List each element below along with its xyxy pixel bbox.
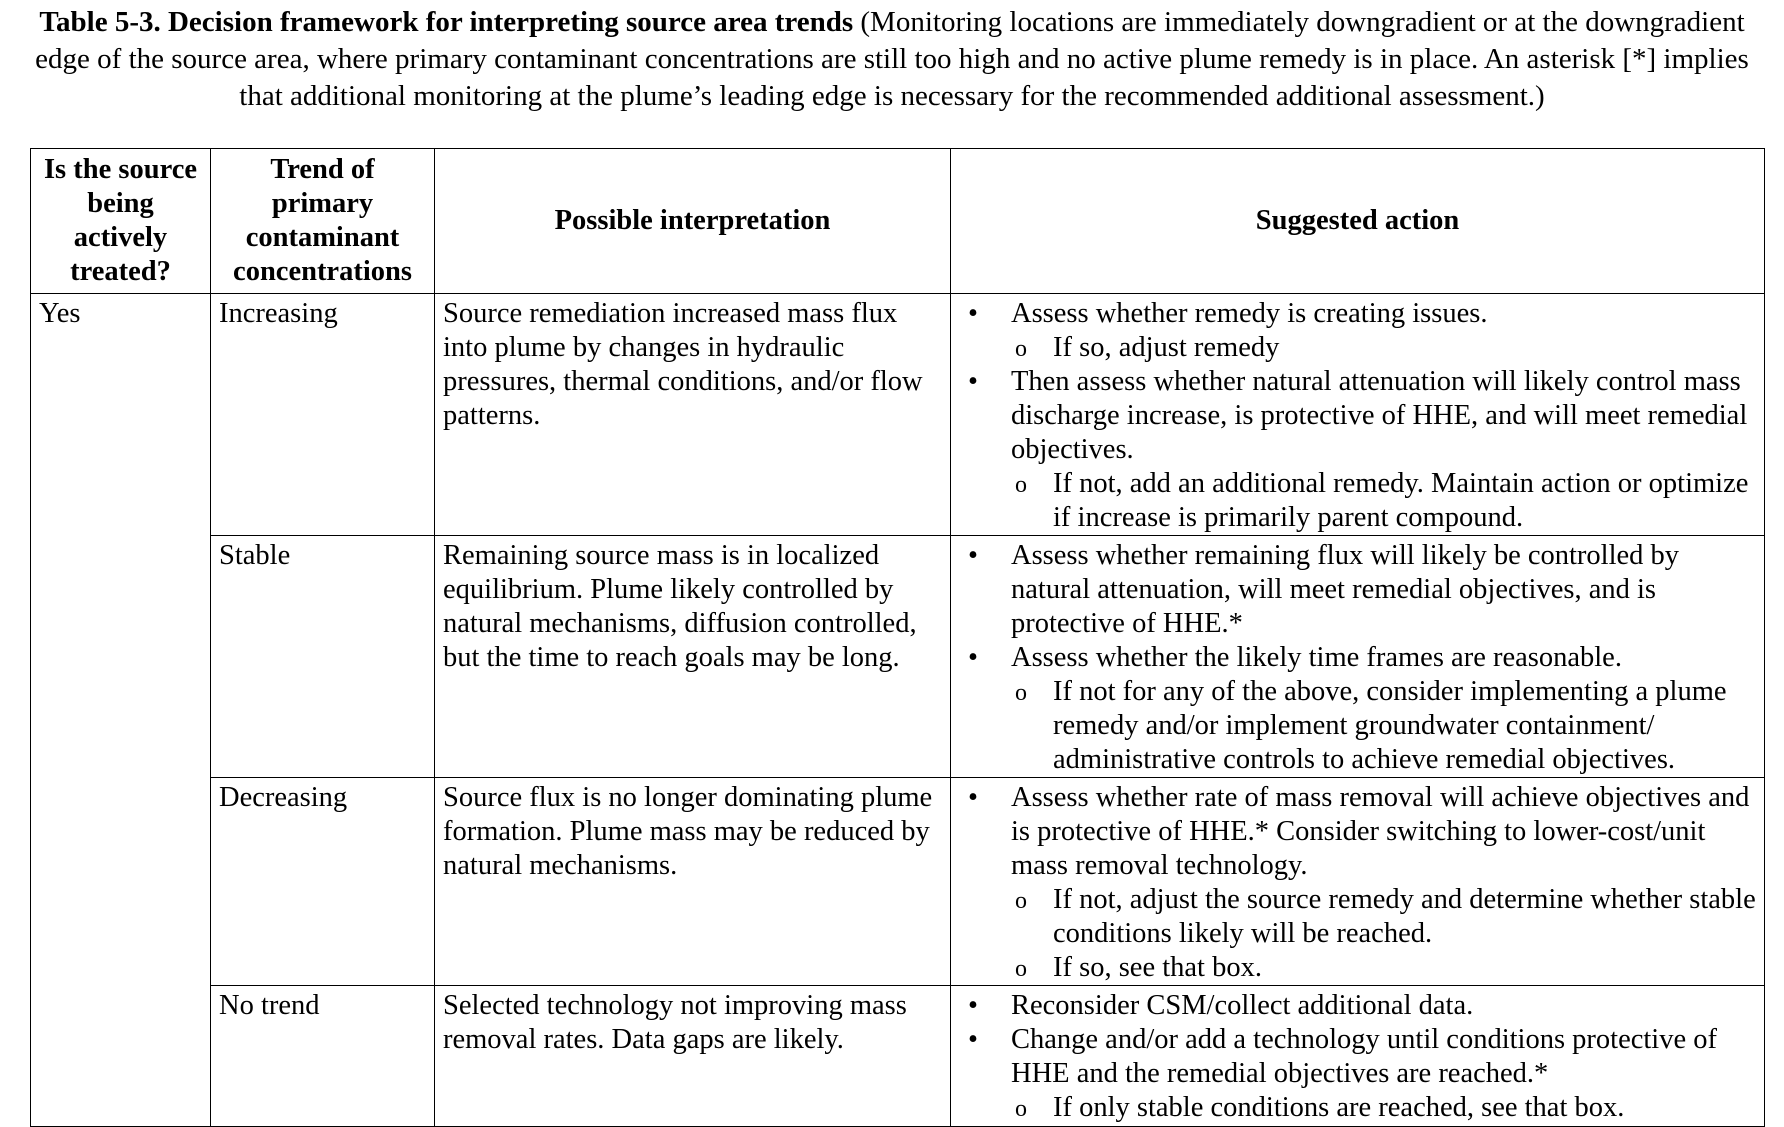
caption-title: Table 5-3. Decision framework for interpreting source area trends	[39, 6, 854, 38]
table-caption	[30, 4, 1754, 115]
interpretation-cell: Source remediation increased mass flux into plume by changes in hydraulic pressures, thermal conditions, and/or flow patterns.	[435, 294, 951, 536]
sub-action-list	[1011, 1091, 1756, 1125]
trend-cell: No trend	[211, 986, 435, 1127]
action-item	[959, 989, 1756, 1023]
header-interpretation: Possible interpretation	[435, 149, 951, 294]
action-cell	[951, 778, 1765, 986]
action-text: Change and/or add a technology until conditions protective of HHE and the remedial objectives are reached.*	[1011, 1024, 1717, 1089]
action-list	[959, 539, 1756, 777]
bullet-icon: •	[968, 782, 978, 813]
sub-action-item	[1011, 675, 1756, 777]
sub-action-text: If not for any of the above, consider implementing a plume remedy and/or implement groundwater containment/ administrative controls to achieve remedial objectives.	[1053, 676, 1727, 775]
action-cell	[951, 986, 1765, 1127]
sub-action-text: If not, adjust the source remedy and determine whether stable conditions likely will be reached.	[1053, 884, 1756, 949]
action-text: Assess whether remaining flux will likely be controlled by natural attenuation, will meet remedial objectives, and is protective of HHE.*	[1011, 540, 1680, 639]
header-trend: Trend of primary contaminant concentrations	[211, 149, 435, 294]
header-treated: Is the source being actively treated?	[31, 149, 211, 294]
action-cell	[951, 536, 1765, 778]
circle-bullet-icon: o	[1015, 472, 1027, 498]
circle-bullet-icon: o	[1015, 336, 1027, 362]
trend-cell: Decreasing	[211, 778, 435, 986]
sub-action-list	[1011, 331, 1756, 365]
action-item	[959, 539, 1756, 641]
action-cell	[951, 294, 1765, 536]
action-text: Then assess whether natural attenuation will likely control mass discharge increase, is protective of HHE, and will meet remedial objectives.	[1011, 366, 1748, 465]
table-row	[31, 778, 1765, 986]
interpretation-cell: Selected technology not improving mass removal rates. Data gaps are likely.	[435, 986, 951, 1127]
sub-action-text: If so, see that box.	[1053, 952, 1262, 983]
bullet-icon: •	[968, 298, 978, 329]
action-text: Reconsider CSM/collect additional data.	[1011, 990, 1474, 1021]
caption-description: (Monitoring locations are immediately downgradient or at the downgradient edge of the source area, where primary contaminant concentrations are still too high and no active plume remedy is in place. An asterisk [*] implies that additional monitoring at the plume’s leading edge is necessary for the recommended additional assessment.)	[35, 6, 1749, 112]
action-item	[959, 1023, 1756, 1125]
table-row	[31, 986, 1765, 1127]
interpretation-cell: Remaining source mass is in localized equilibrium. Plume likely controlled by natural mechanisms, diffusion controlled, but the time to reach goals may be long.	[435, 536, 951, 778]
action-item	[959, 641, 1756, 777]
action-item	[959, 365, 1756, 535]
sub-action-text: If only stable conditions are reached, see that box.	[1053, 1092, 1625, 1123]
action-item	[959, 781, 1756, 985]
bullet-icon: •	[968, 366, 978, 397]
action-text: Assess whether remedy is creating issues.	[1011, 298, 1488, 329]
circle-bullet-icon: o	[1015, 1096, 1027, 1122]
action-list	[959, 781, 1756, 985]
action-text: Assess whether rate of mass removal will achieve objectives and is protective of HHE.* Consider switching to lower-cost/unit mass removal technology.	[1011, 782, 1750, 881]
sub-action-item	[1011, 331, 1756, 365]
treated-value-cell: Yes	[31, 294, 211, 1127]
action-list	[959, 989, 1756, 1125]
decision-framework-table	[30, 148, 1765, 1127]
sub-action-text: If not, add an additional remedy. Maintain action or optimize if increase is primarily parent compound.	[1053, 468, 1749, 533]
trend-cell: Stable	[211, 536, 435, 778]
bullet-icon: •	[968, 1024, 978, 1055]
action-text: Assess whether the likely time frames are reasonable.	[1011, 642, 1622, 673]
header-action: Suggested action	[951, 149, 1765, 294]
header-row	[31, 149, 1765, 294]
sub-action-list	[1011, 467, 1756, 535]
sub-action-text: If so, adjust remedy	[1053, 332, 1280, 363]
action-item	[959, 297, 1756, 365]
circle-bullet-icon: o	[1015, 680, 1027, 706]
bullet-icon: •	[968, 540, 978, 571]
sub-action-item	[1011, 951, 1756, 985]
bullet-icon: •	[968, 990, 978, 1021]
sub-action-item	[1011, 467, 1756, 535]
circle-bullet-icon: o	[1015, 956, 1027, 982]
trend-cell: Increasing	[211, 294, 435, 536]
action-list	[959, 297, 1756, 535]
sub-action-list	[1011, 883, 1756, 985]
circle-bullet-icon: o	[1015, 888, 1027, 914]
bullet-icon: •	[968, 642, 978, 673]
sub-action-list	[1011, 675, 1756, 777]
sub-action-item	[1011, 1091, 1756, 1125]
interpretation-cell: Source flux is no longer dominating plume formation. Plume mass may be reduced by natural mechanisms.	[435, 778, 951, 986]
table-row	[31, 294, 1765, 536]
table-row	[31, 536, 1765, 778]
sub-action-item	[1011, 883, 1756, 951]
